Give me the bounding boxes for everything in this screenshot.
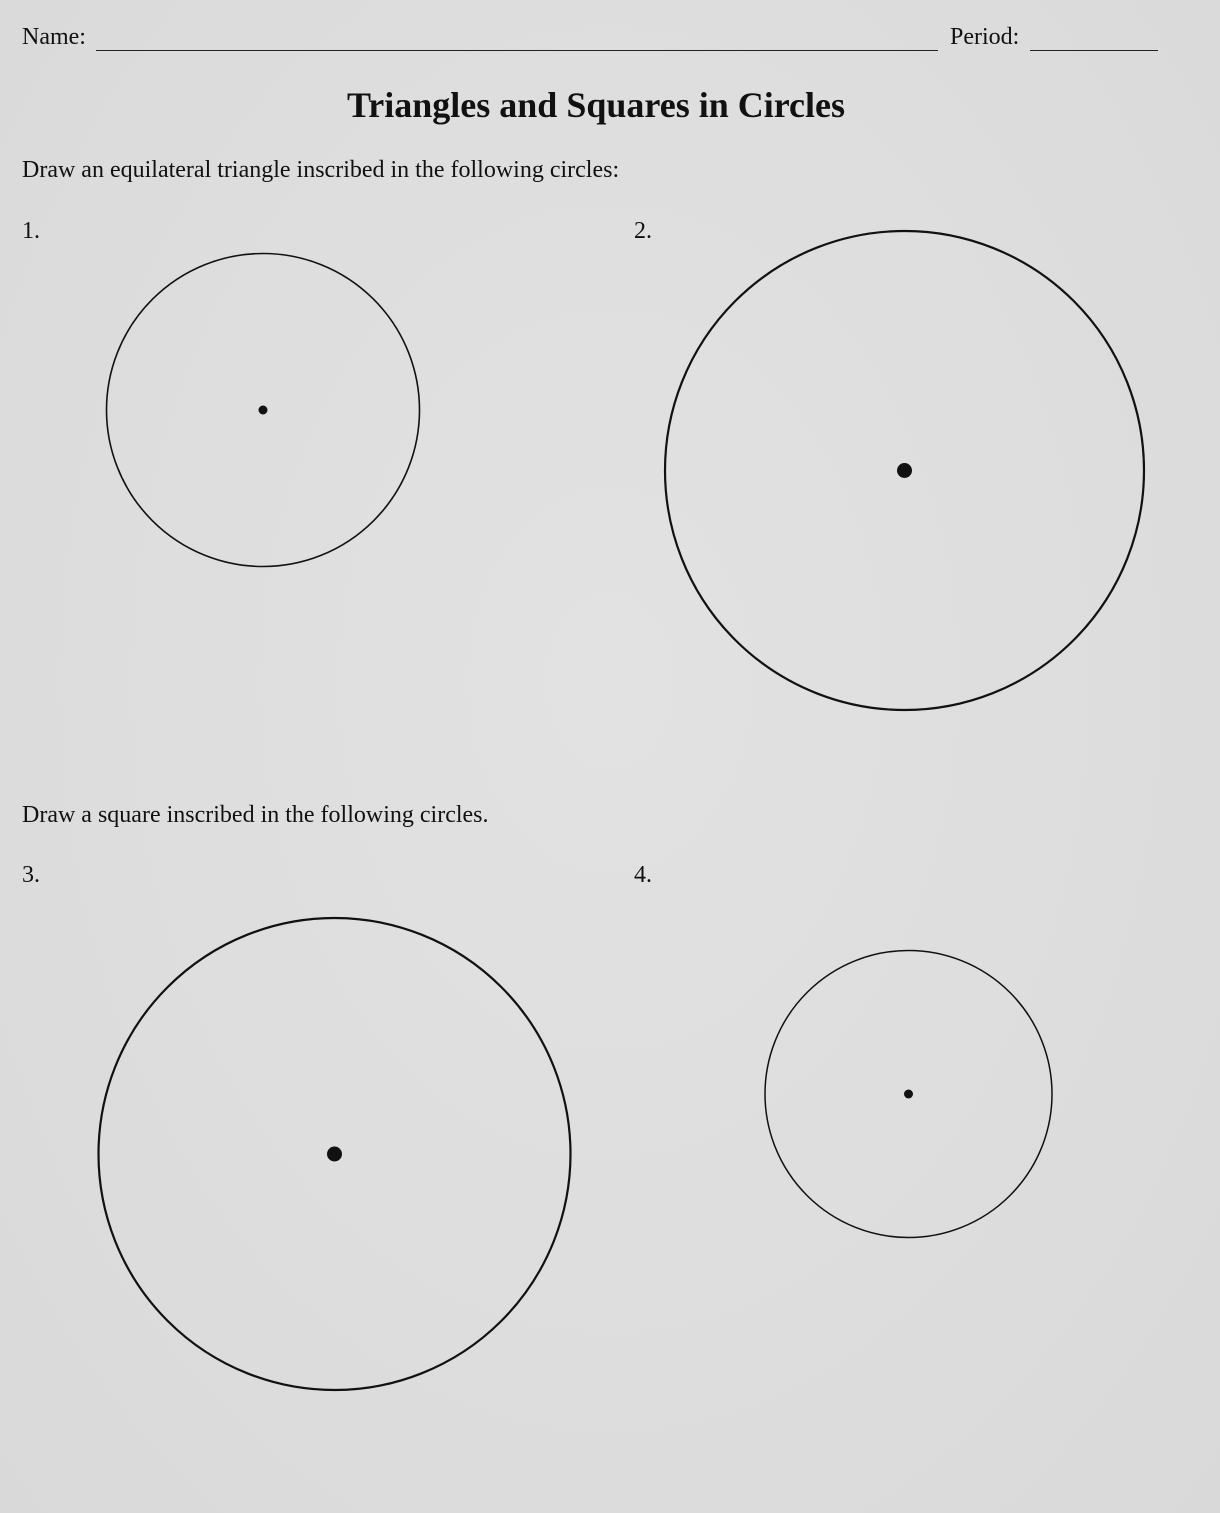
period-label: Period:	[950, 24, 1020, 50]
center-point-2	[897, 463, 912, 478]
instruction-triangles: Draw an equilateral triangle inscribed in the following circles:	[22, 157, 620, 183]
problem-number-2: 2.	[634, 218, 652, 244]
page-title: Triangles and Squares in Circles	[346, 85, 846, 125]
center-point-3	[327, 1147, 342, 1162]
center-point-4	[904, 1090, 913, 1099]
name-label: Name:	[22, 24, 86, 50]
center-point-1	[259, 406, 268, 415]
problem-number-1: 1.	[22, 218, 40, 244]
figure-4[interactable]	[765, 951, 1052, 1238]
figure-1[interactable]	[107, 254, 420, 567]
problem-number-3: 3.	[22, 862, 40, 888]
figure-3[interactable]	[99, 918, 571, 1390]
problem-number-4: 4.	[634, 862, 652, 888]
figure-2[interactable]	[665, 231, 1144, 710]
instruction-squares: Draw a square inscribed in the following circles.	[22, 802, 489, 828]
